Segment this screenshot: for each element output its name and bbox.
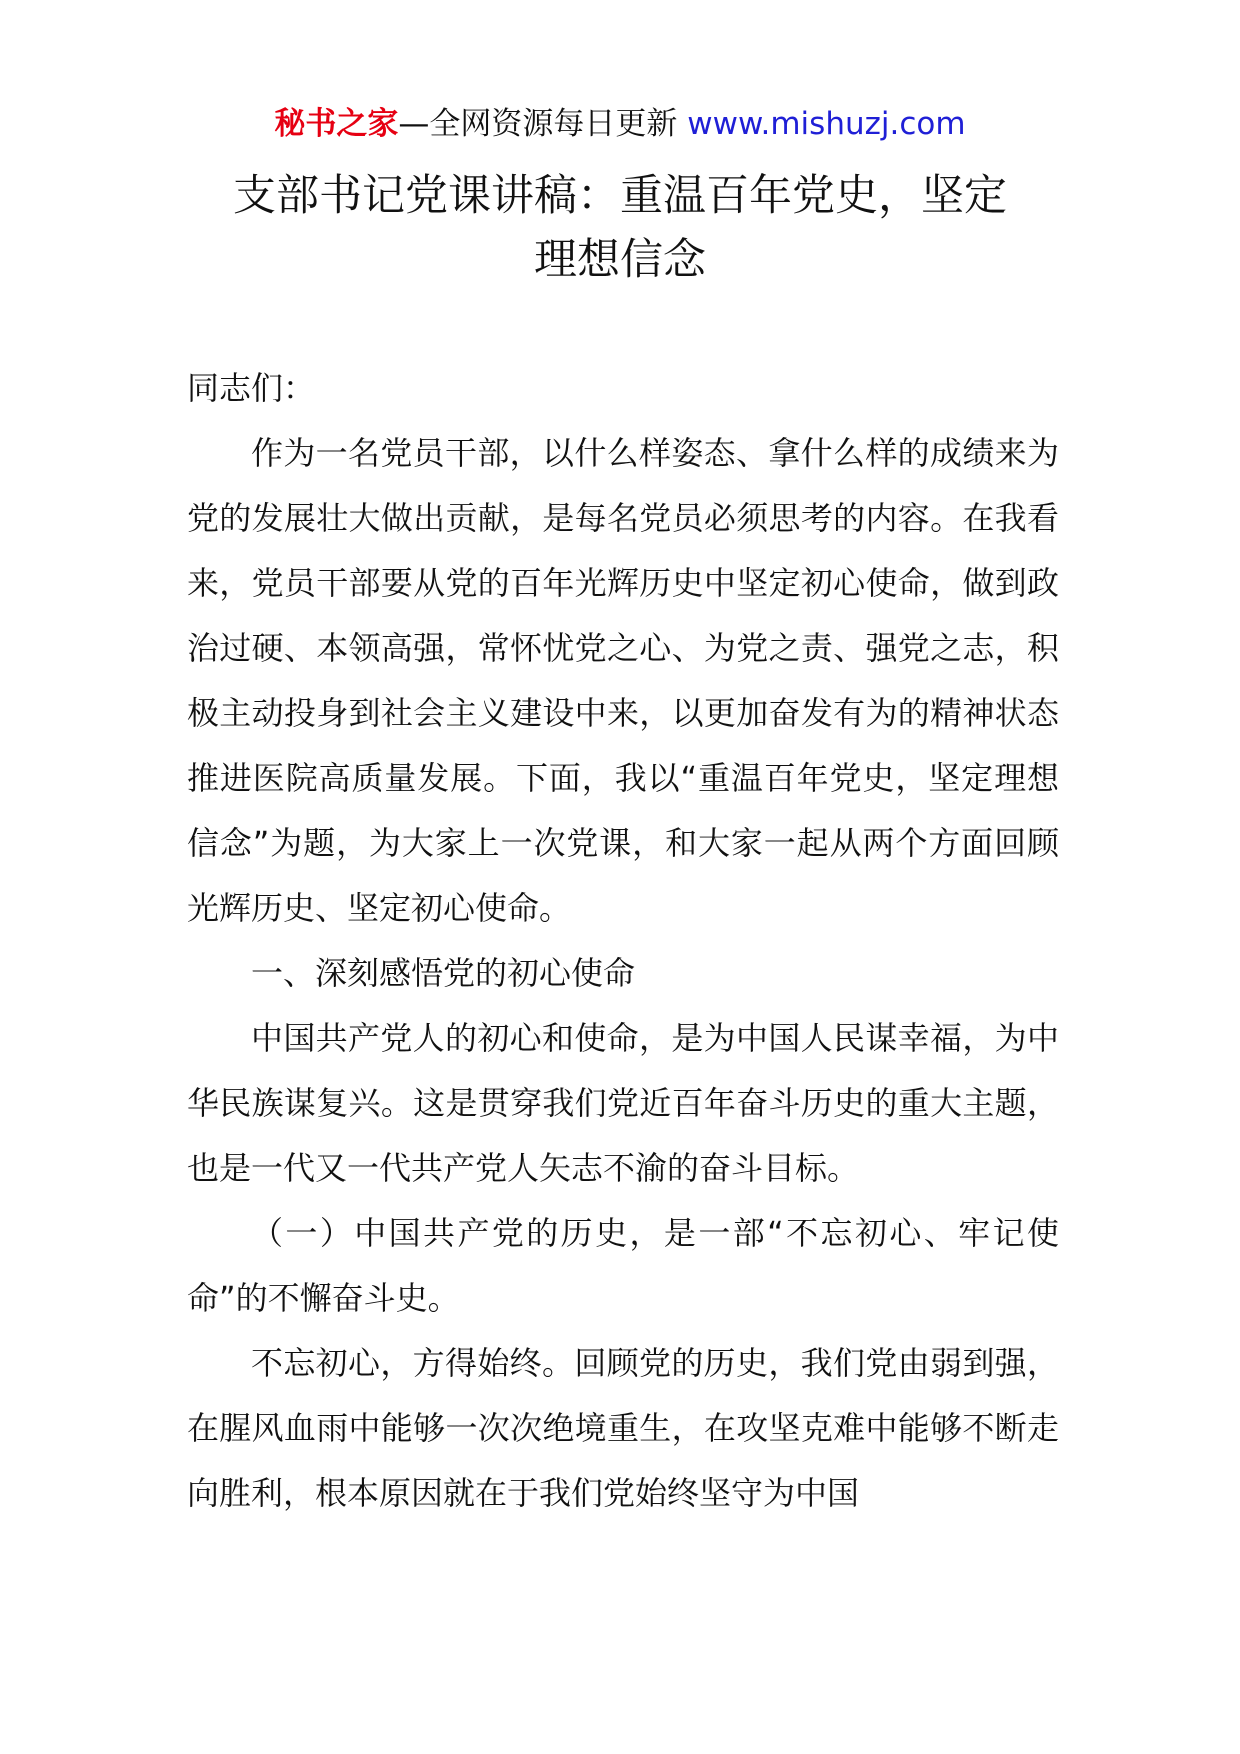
subsection-heading-1: （一）中国共产党的历史，是一部“不忘初心、牢记使命”的不懈奋斗史。 xyxy=(187,1214,1059,1317)
paragraph-history: 不忘初心，方得始终。回顾党的历史，我们党由弱到强，在腥风血雨中能够一次次绝境重生，在攻坚克难中能够不断走向胜利，根本原因就在于我们党始终坚守为中国 xyxy=(187,1344,1059,1512)
paragraph-mission: 中国共产党人的初心和使命，是为中国人民谋幸福，为中华民族谋复兴。这是贯穿我们党近百年奋斗历史的重大主题，也是一代又一代共产党人矢志不渝的奋斗目标。 xyxy=(187,1019,1059,1187)
greeting: 同志们： xyxy=(187,369,316,407)
paragraph-intro: 作为一名党员干部，以什么样姿态、拿什么样的成绩来为党的发展壮大做出贡献，是每名党员必须思考的内容。在我看来，党员干部要从党的百年光辉历史中坚定初心使命，做到政治过硬、本领高强，常怀忧党之心、为党之责、强党之志，积极主动投身到社会主义建设中来，以更加奋发有为的精神状态推进医院高质量发展。下面，我以“重温百年党史，坚定理想信念”为题，为大家上一次党课，和大家一起从两个方面回顾光辉历史、坚定初心使命。 xyxy=(187,434,1059,927)
site-brand: 秘书之家 xyxy=(274,106,399,142)
document-title-line-1: 支部书记党课讲稿：重温百年党史，坚定 xyxy=(233,171,1007,221)
site-url-link[interactable]: www.mishuzj.com xyxy=(687,106,966,142)
section-heading-1: 一、深刻感悟党的初心使命 xyxy=(251,954,636,992)
document-body xyxy=(187,356,1059,1526)
document-title xyxy=(190,164,1050,292)
document-title-line-2: 理想信念 xyxy=(534,235,706,285)
site-tagline: —全网资源每日更新 xyxy=(398,106,688,142)
site-header xyxy=(0,104,1240,144)
